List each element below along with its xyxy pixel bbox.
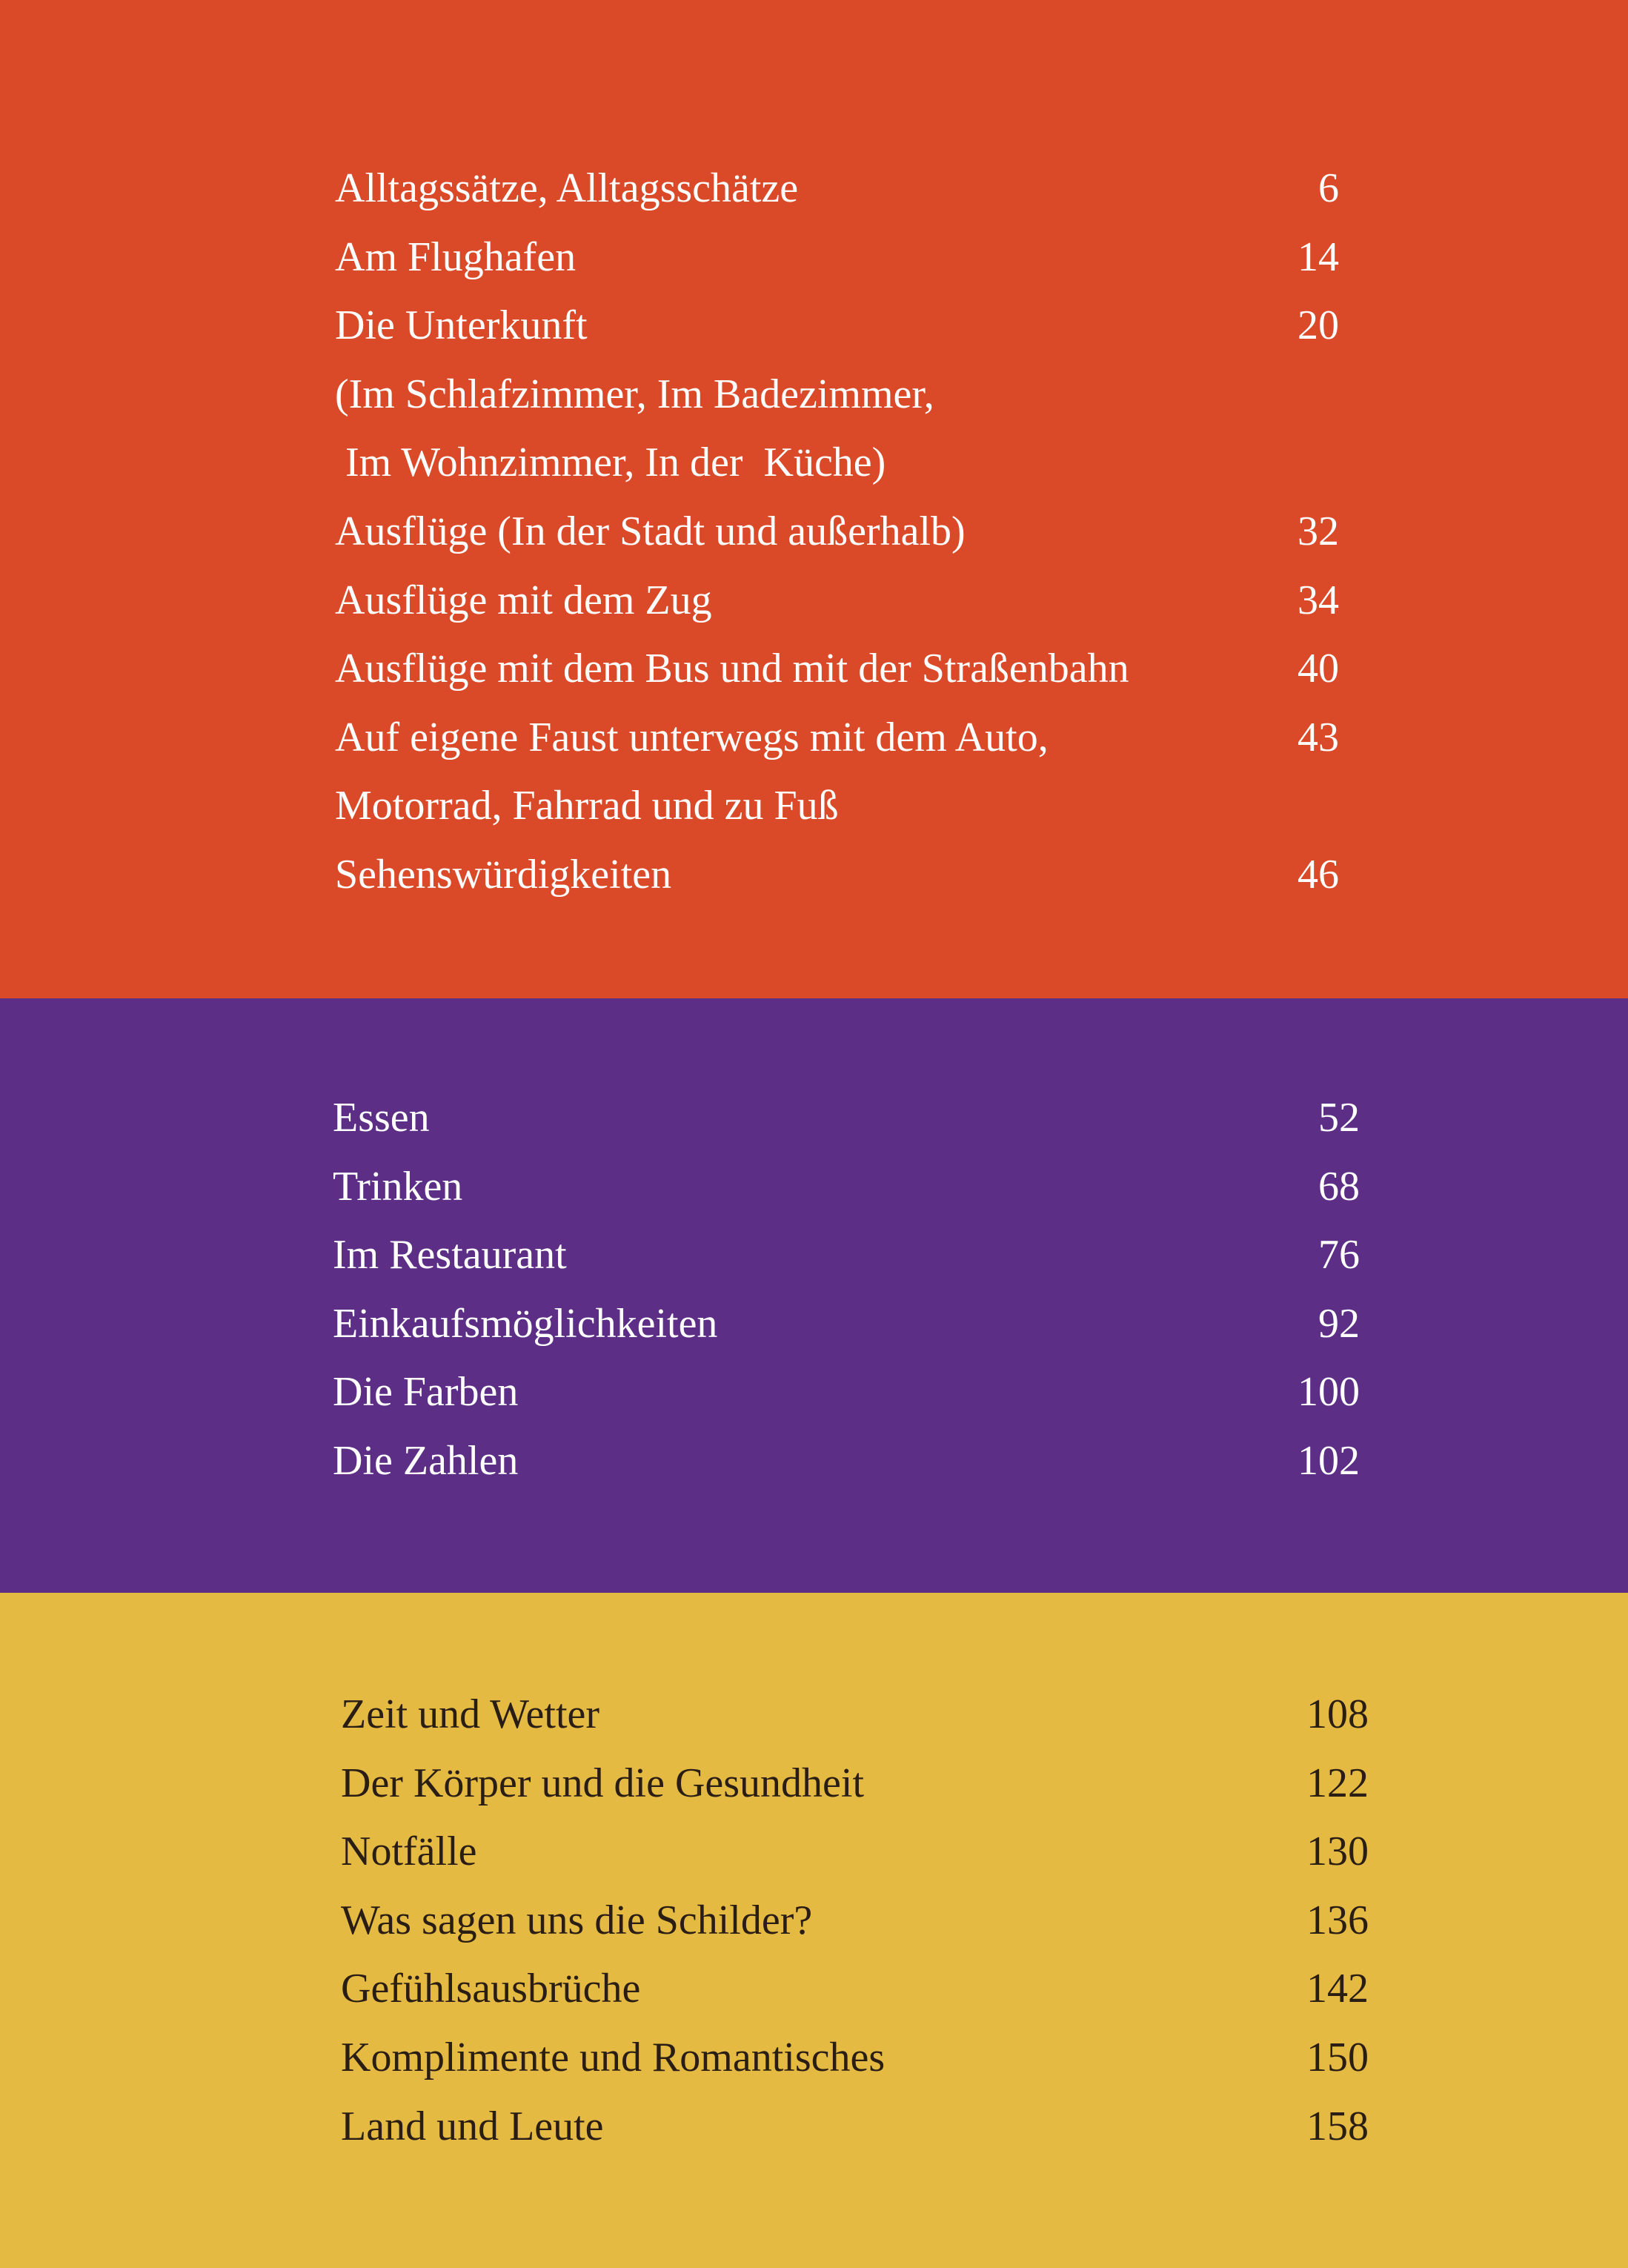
- toc-entry: [333, 1290, 1360, 1359]
- toc-entry-page-number: 158: [1306, 2103, 1369, 2149]
- toc-entry-title: Essen: [333, 1095, 430, 1141]
- toc-entry-page-number: 108: [1306, 1691, 1369, 1737]
- toc-entry-page-number: 76: [1318, 1232, 1360, 1279]
- toc-entry-title: Trinken: [333, 1163, 463, 1210]
- toc-entry-title: Land und Leute: [341, 2103, 604, 2149]
- toc-entry: [335, 497, 1339, 566]
- toc-entry-title: Der Körper und die Gesundheit: [341, 1760, 865, 1806]
- toc-entry-title: Die Unterkunft: [335, 302, 588, 349]
- toc-entry-page-number: 102: [1298, 1437, 1360, 1484]
- toc-entry: [335, 840, 1339, 909]
- toc-entry-title: Ausflüge mit dem Zug: [335, 577, 712, 623]
- toc-list-orange: [335, 154, 1339, 909]
- toc-entry: [335, 154, 1339, 223]
- toc-list-purple: [333, 1084, 1360, 1496]
- toc-entry-page-number: 100: [1298, 1369, 1360, 1416]
- toc-entry-page-number: 52: [1318, 1095, 1360, 1141]
- toc-entry-page-number: 46: [1298, 851, 1339, 898]
- toc-entry: [335, 634, 1339, 703]
- toc-entry-page-number: 142: [1306, 1966, 1369, 2012]
- toc-entry: [335, 291, 1339, 360]
- toc-entry-title: Auf eigene Faust unterwegs mit dem Auto,: [335, 714, 1049, 760]
- toc-entry-page-number: 20: [1298, 302, 1339, 349]
- toc-entry: [335, 703, 1339, 772]
- toc-entry-page-number: 43: [1298, 714, 1339, 760]
- toc-entry-title: Am Flughafen: [335, 233, 577, 280]
- toc-entry-title: Was sagen uns die Schilder?: [341, 1897, 813, 1943]
- toc-entry-page-number: 92: [1318, 1300, 1360, 1347]
- toc-entry-title: Notfälle: [341, 1828, 477, 1875]
- toc-entry-page-number: 32: [1298, 508, 1339, 554]
- toc-entry-page-number: 6: [1318, 165, 1339, 211]
- toc-entry: [335, 772, 1339, 840]
- toc-entry: [333, 1427, 1360, 1496]
- toc-entry: [335, 566, 1339, 635]
- toc-entry: [335, 223, 1339, 292]
- toc-entry: [333, 1084, 1360, 1153]
- toc-entry-title: (Im Schlafzimmer, Im Badezimmer,: [335, 371, 934, 417]
- toc-entry: [341, 2092, 1369, 2161]
- toc-entry: [341, 1954, 1369, 2023]
- toc-entry: [335, 360, 1339, 429]
- toc-entry-title: Die Zahlen: [333, 1437, 519, 1484]
- toc-entry: [333, 1221, 1360, 1290]
- toc-entry-title: Ausflüge mit dem Bus und mit der Straßenbahn: [335, 646, 1129, 692]
- toc-entry-page-number: 122: [1306, 1760, 1369, 1806]
- toc-entry-page-number: 68: [1318, 1163, 1360, 1210]
- toc-entry-page-number: 136: [1306, 1897, 1369, 1943]
- toc-entry: [333, 1153, 1360, 1221]
- toc-entry-title: Alltagssätze, Alltagsschätze: [335, 165, 799, 211]
- toc-entry: [335, 428, 1339, 497]
- toc-entry: [341, 1680, 1369, 1749]
- toc-entry-title: Die Farben: [333, 1369, 519, 1416]
- toc-entry: [341, 1749, 1369, 1818]
- toc-entry: [341, 1886, 1369, 1955]
- toc-list-gold: [341, 1680, 1369, 2161]
- toc-entry-page-number: 40: [1298, 646, 1339, 692]
- toc-entry: [341, 1817, 1369, 1886]
- toc-entry-title: Ausflüge (In der Stadt und außerhalb): [335, 508, 966, 554]
- toc-entry: [341, 2023, 1369, 2092]
- toc-entry-title: Im Restaurant: [333, 1232, 567, 1279]
- toc-entry-title: Sehenswürdigkeiten: [335, 851, 672, 898]
- toc-entry-page-number: 14: [1298, 233, 1339, 280]
- toc-entry-title: Motorrad, Fahrrad und zu Fuß: [335, 783, 839, 829]
- toc-entry-page-number: 34: [1298, 577, 1339, 623]
- toc-entry-title: Zeit und Wetter: [341, 1691, 600, 1737]
- toc-entry-title: Einkaufsmöglichkeiten: [333, 1300, 718, 1347]
- toc-entry-page-number: 130: [1306, 1828, 1369, 1875]
- toc-entry-title: Gefühlsausbrüche: [341, 1966, 641, 2012]
- toc-entry: [333, 1358, 1360, 1427]
- toc-entry-title: Im Wohnzimmer, In der Küche): [335, 440, 886, 486]
- toc-entry-title: Komplimente und Romantisches: [341, 2034, 886, 2080]
- toc-entry-page-number: 150: [1306, 2034, 1369, 2080]
